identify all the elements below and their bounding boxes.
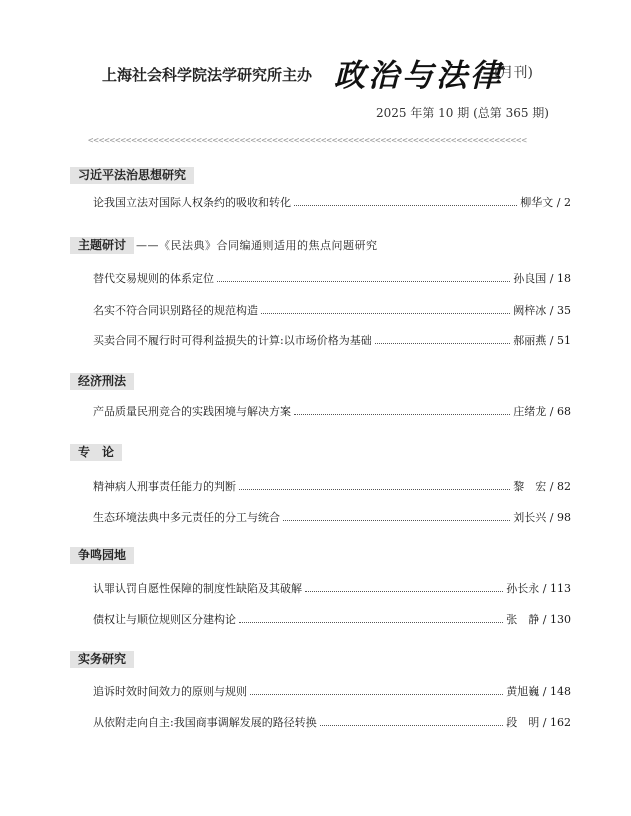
- article-title: 替代交易规则的体系定位: [93, 272, 214, 285]
- author-page: 黄旭巍 / 148: [506, 685, 571, 698]
- author-page: 孙良国 / 18: [513, 272, 571, 285]
- toc-entry[interactable]: [93, 714, 571, 730]
- section-header-debate: 争鸣园地: [70, 547, 134, 564]
- leader-dots: [250, 694, 503, 695]
- section-header-economic-criminal-law: 经济刑法: [70, 373, 134, 390]
- leader-dots: [239, 489, 510, 490]
- section-tag: 主题研讨: [70, 237, 134, 254]
- author-page: 郝丽燕 / 51: [513, 334, 571, 347]
- toc-entry[interactable]: [93, 332, 571, 348]
- leader-dots: [217, 281, 510, 282]
- leader-dots: [294, 414, 510, 415]
- section-header-xi-thought: 习近平法治思想研究: [70, 167, 194, 184]
- leader-dots: [261, 313, 510, 314]
- leader-dots: [283, 520, 510, 521]
- author-page: 柳华文 / 2: [520, 196, 571, 209]
- toc-entry[interactable]: [93, 509, 571, 525]
- toc-entry[interactable]: [93, 611, 571, 627]
- frequency-label: (月刊): [494, 65, 533, 81]
- leader-dots: [375, 343, 511, 344]
- toc-entry[interactable]: [93, 302, 571, 318]
- author-page: 黎 宏 / 82: [513, 480, 571, 493]
- toc-entry[interactable]: [93, 580, 571, 596]
- toc-entry[interactable]: [93, 683, 571, 699]
- article-title: 债权让与顺位规则区分建构论: [93, 613, 236, 626]
- section-header-practice: 实务研究: [70, 651, 134, 668]
- article-title: 精神病人刑事责任能力的判断: [93, 480, 236, 493]
- article-title: 认罪认罚自愿性保障的制度性缺陷及其破解: [93, 582, 302, 595]
- article-title: 买卖合同不履行时可得利益损失的计算:以市场价格为基础: [93, 334, 372, 347]
- article-title: 产品质量民刑竞合的实践困境与解决方案: [93, 405, 291, 418]
- leader-dots: [294, 205, 517, 206]
- author-page: 刘长兴 / 98: [513, 511, 571, 524]
- toc-entry[interactable]: [93, 403, 571, 419]
- article-title: 论我国立法对国际人权条约的吸收和转化: [93, 196, 291, 209]
- article-title: 生态环境法典中多元责任的分工与统合: [93, 511, 280, 524]
- toc-entry[interactable]: [93, 270, 571, 286]
- issue-number: 2025 年第 10 期 (总第 365 期): [376, 106, 549, 120]
- article-title: 名实不符合同识别路径的规范构造: [93, 304, 258, 317]
- author-page: 庄绪龙 / 68: [513, 405, 571, 418]
- section-header-monograph: 专 论: [70, 444, 122, 461]
- author-page: 孙长永 / 113: [506, 582, 571, 595]
- leader-dots: [320, 725, 504, 726]
- article-title: 追诉时效时间效力的原则与规则: [93, 685, 247, 698]
- toc-entry[interactable]: [93, 478, 571, 494]
- section-header-topic: [70, 237, 378, 254]
- author-page: 段 明 / 162: [506, 716, 571, 729]
- author-page: 张 静 / 130: [506, 613, 571, 626]
- toc-entry[interactable]: [93, 194, 571, 210]
- author-page: 阙梓冰 / 35: [513, 304, 571, 317]
- leader-dots: [305, 591, 503, 592]
- leader-dots: [239, 622, 503, 623]
- decorative-divider: <<<<<<<<<<<<<<<<<<<<<<<<<<<<<<<<<<<<<<<<<<<<<<<<<<<<<<<<<<<<<<<<<<<<<<<<<<<<<<<<<: [88, 136, 527, 146]
- journal-title: 政治与法律: [334, 58, 504, 94]
- article-title: 从依附走向自主:我国商事调解发展的路径转换: [93, 716, 317, 729]
- section-subtitle: ——《民法典》合同编通则适用的焦点问题研究: [136, 239, 378, 252]
- publisher-line: 上海社会科学院法学研究所主办: [102, 66, 313, 84]
